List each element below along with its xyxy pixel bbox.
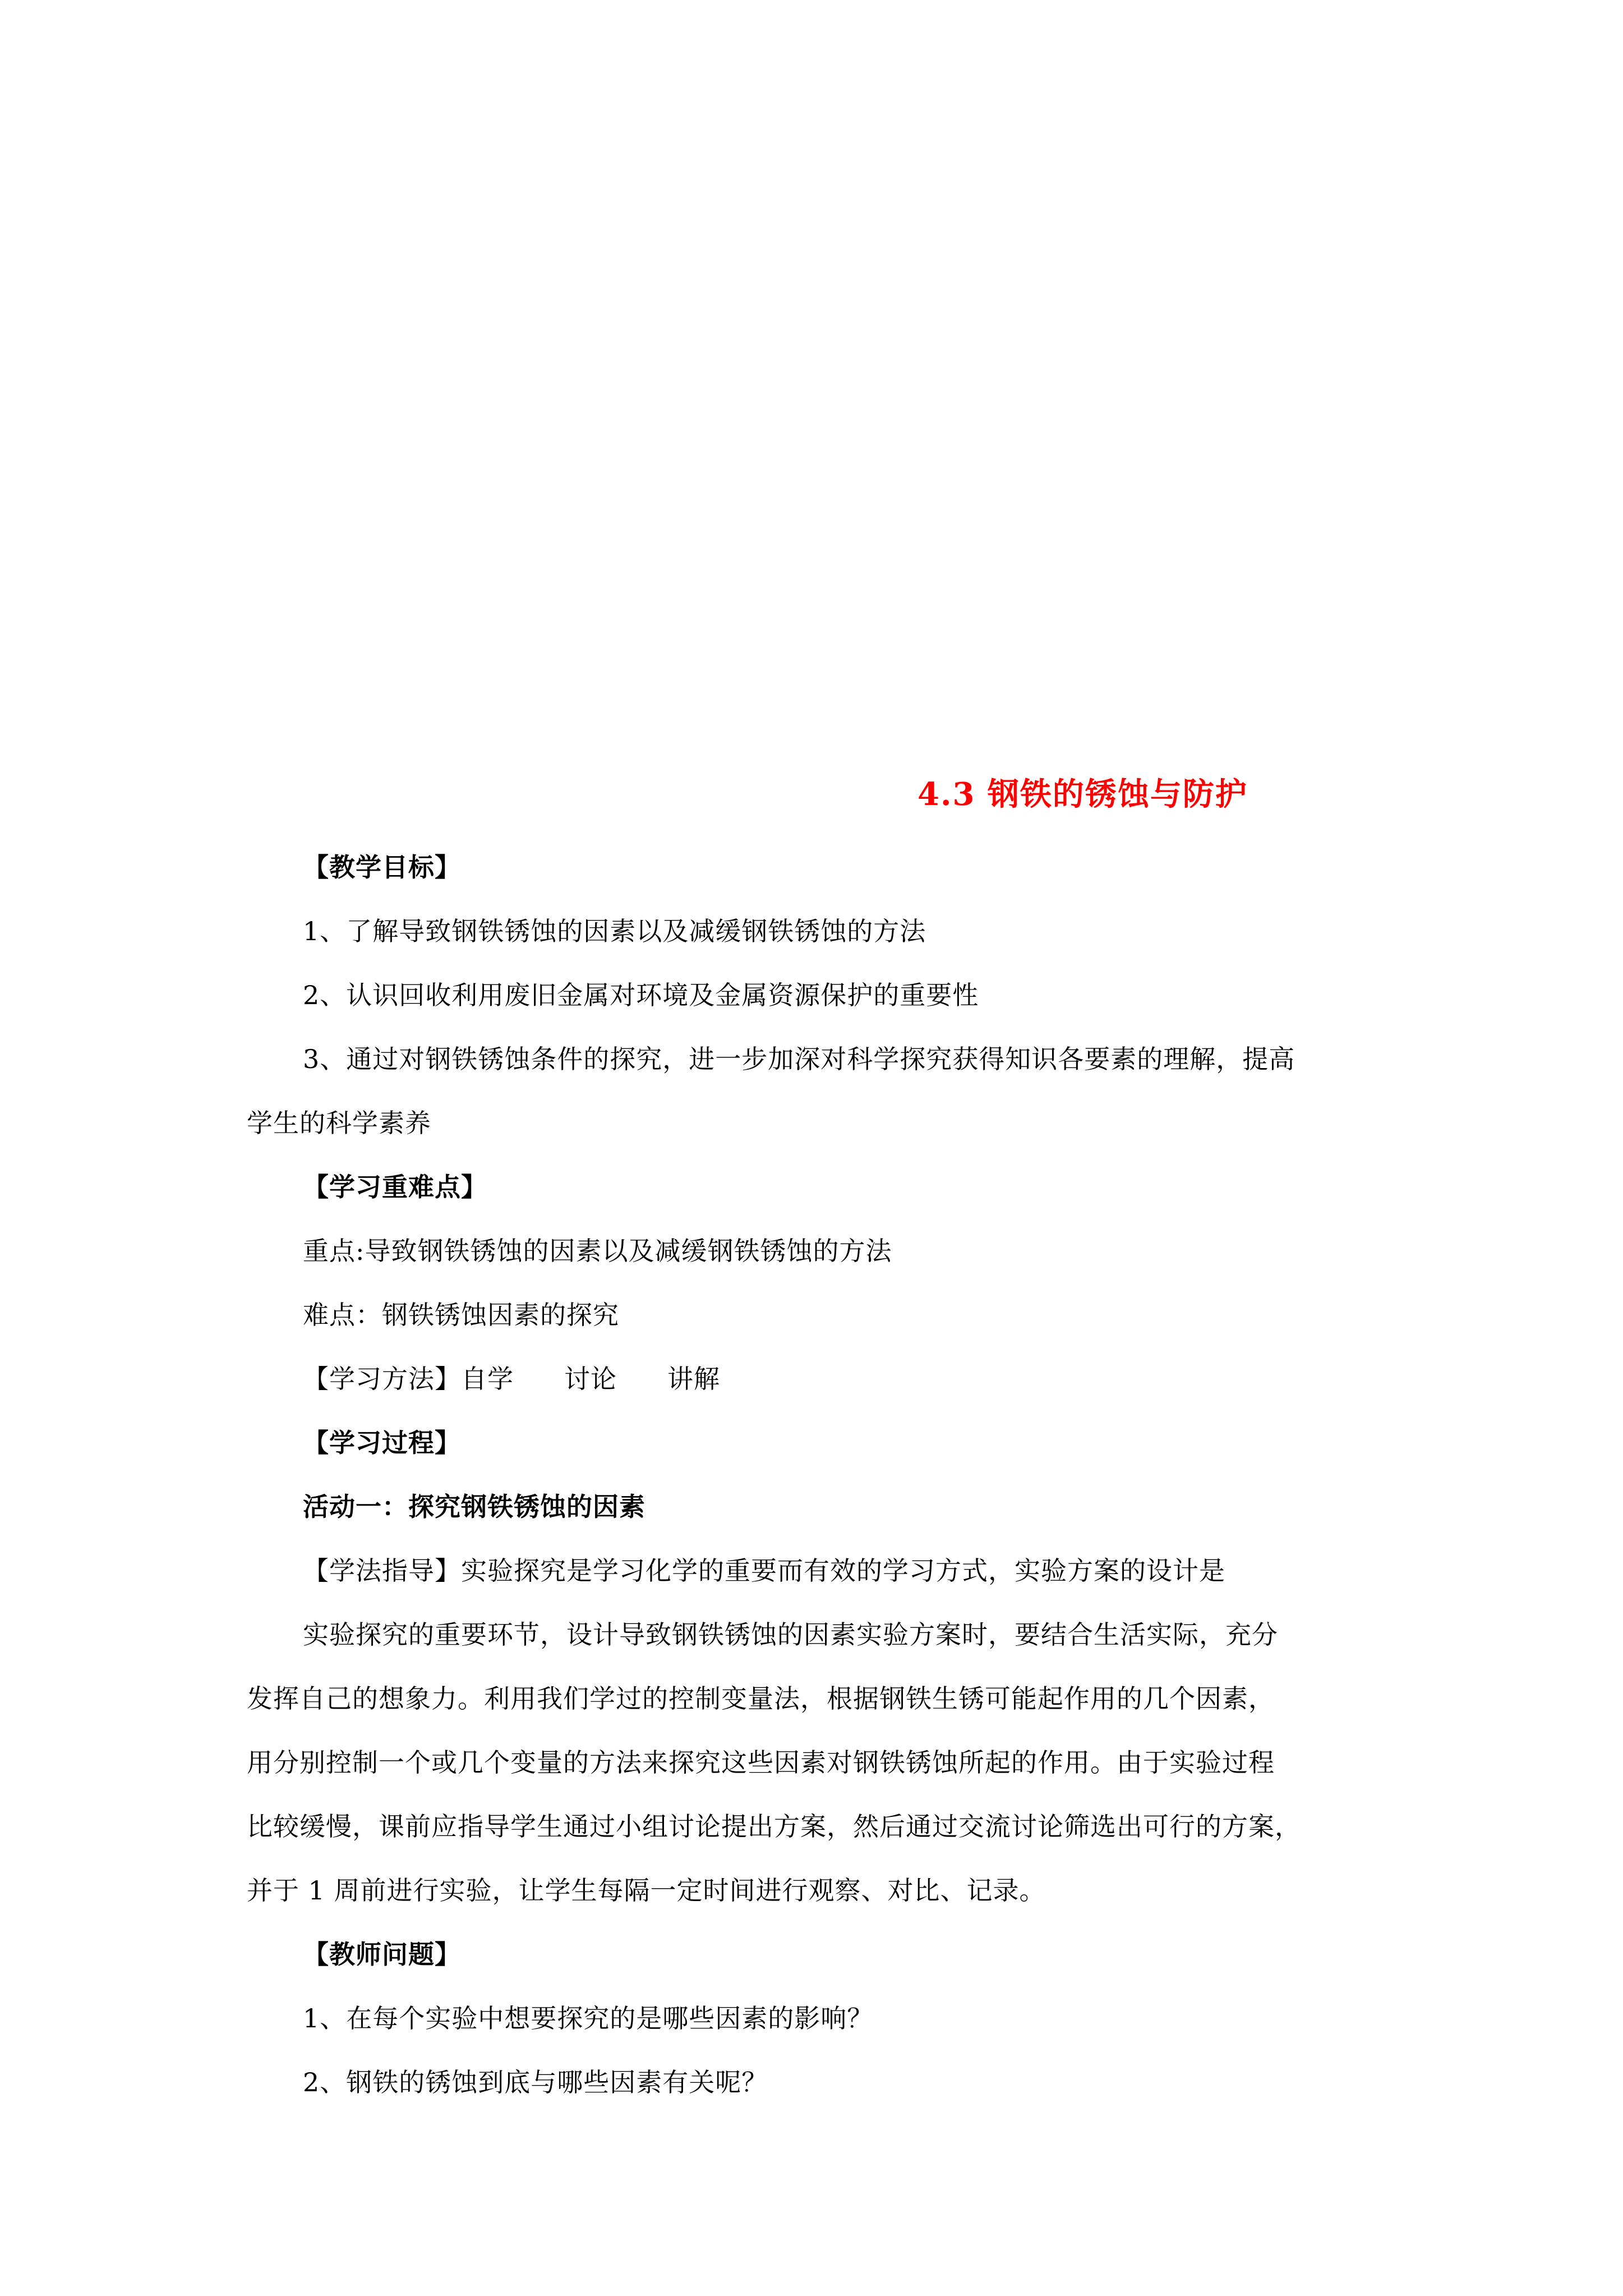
activity-1-heading: 活动一：探究钢铁锈蚀的因素	[303, 1492, 645, 1522]
key-points-heading: 【学习重难点】	[303, 1172, 487, 1202]
learning-methods-label: 【学习方法】自学	[303, 1364, 514, 1394]
learning-methods	[303, 1362, 720, 1396]
teaching-goals-heading: 【教学目标】	[303, 852, 461, 882]
goal-item-1: 1、了解导致钢铁锈蚀的因素以及减缓钢铁锈蚀的方法	[303, 916, 926, 946]
learning-method-discuss: 讨论	[564, 1364, 617, 1394]
learning-process-heading: 【学习过程】	[303, 1428, 461, 1458]
guide-line-3: 发挥自己的想象力。利用我们学过的控制变量法，根据钢铁生锈可能起作用的几个因素，	[247, 1683, 1275, 1714]
document-title: 4.3 钢铁的锈蚀与防护	[917, 776, 1248, 813]
goal-item-3-line-1: 3、通过对钢铁锈蚀条件的探究，进一步加深对科学探究获得知识各要素的理解，提高	[303, 1044, 1295, 1074]
goal-item-2: 2、认识回收利用废旧金属对环境及金属资源保护的重要性	[303, 980, 979, 1010]
guide-line-5: 比较缓慢，课前应指导学生通过小组讨论提出方案，然后通过交流讨论筛选出可行的方案，	[247, 1811, 1301, 1842]
teacher-questions-heading: 【教师问题】	[303, 1939, 461, 1970]
guide-line-1: 【学法指导】实验探究是学习化学的重要而有效的学习方式，实验方案的设计是	[303, 1556, 1225, 1586]
teacher-question-1: 1、在每个实验中想要探究的是哪些因素的影响？	[303, 2003, 874, 2033]
guide-line-2: 实验探究的重要环节，设计导致钢铁锈蚀的因素实验方案时，要结合生活实际，充分	[303, 1619, 1278, 1650]
guide-line-6: 并于 1 周前进行实验，让学生每隔一定时间进行观察、对比、记录。	[247, 1875, 1046, 1906]
learning-method-explain: 讲解	[667, 1364, 720, 1394]
teacher-question-2: 2、钢铁的锈蚀到底与哪些因素有关呢？	[303, 2067, 768, 2097]
key-point-focus: 重点:导致钢铁锈蚀的因素以及减缓钢铁锈蚀的方法	[303, 1236, 892, 1266]
guide-line-4: 用分别控制一个或几个变量的方法来探究这些因素对钢铁锈蚀所起的作用。由于实验过程	[247, 1747, 1275, 1778]
goal-item-3-line-2: 学生的科学素养	[247, 1108, 431, 1138]
key-point-difficulty: 难点：钢铁锈蚀因素的探究	[303, 1300, 619, 1330]
